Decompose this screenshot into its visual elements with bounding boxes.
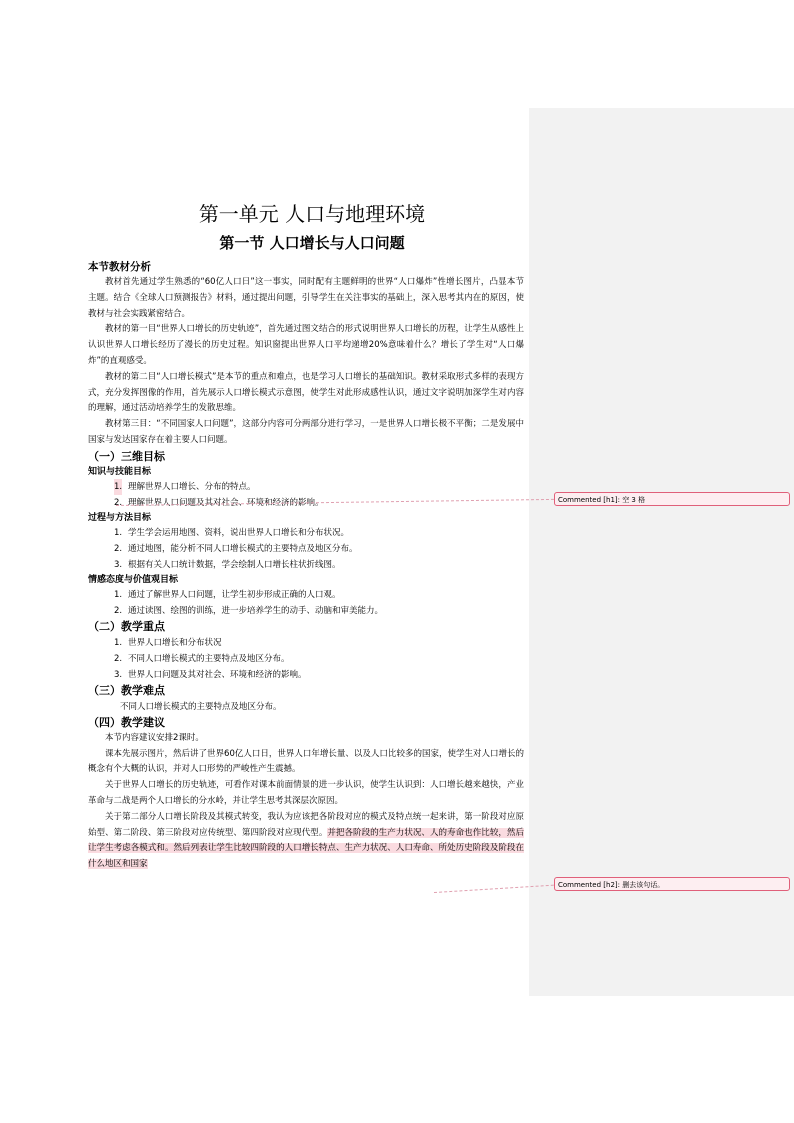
analysis-paragraph: 教材的第一目“世界人口增长的历史轨迹”，首先通过图文结合的形式说明世界人口增长的历程，让学生从感性上认识世界人口增长经历了漫长的历史过程。知识窗提出世界人口平均递增20%意味着什么？增长了学生对“人口爆炸”的直观感受。 — [88, 324, 524, 366]
suggestion-paragraph: 关于第二部分人口增长阶段及其模式转变，我认为应该把各阶段对应的模式及特点统一起来讲，第一阶段对应原始型、第二阶段、第三阶段对应传统型、第四阶段对应现代型。并把各阶段的生产力状况、人的寿命也作比较，然后让学生考虑各模式和。然后列表让学生比较四阶段的人口增长特点、生产力状况、人口寿命、所处历史阶段及阶段在什么地区和国家 — [88, 811, 524, 870]
list-item: 3. 根据有关人口统计数据，学会绘制人口增长柱状折线图。 — [114, 559, 341, 570]
commented-text[interactable]: 并把各阶段的生产力状况、人的寿命也作比较，然后让学生考虑各模式和。 — [88, 827, 524, 854]
suggestion-paragraph: 课本先展示图片，然后讲了世界60亿人口日，世界人口年增长量、以及人口比较多的国家，使学生对人口增长的概念有个大概的认识，并对人口形势的严峻性产生震撼。 — [88, 748, 524, 775]
list-item: 2. 通过地图，能分析不同人口增长模式的主要特点及地区分布。 — [114, 543, 358, 554]
emotion-goals-heading: 情感态度与价值观目标 — [88, 574, 179, 585]
analysis-heading: 本节教材分析 — [88, 261, 151, 273]
list-item: 3. 世界人口问题及其对社会、环境和经济的影响。 — [114, 669, 307, 680]
list-item: 2. 理解世界人口问题及其对社会、环境和经济的影响。 — [114, 497, 324, 508]
analysis-paragraph: 教材首先通过学生熟悉的“60亿人口日”这一事实，同时配有主题鲜明的世界“人口爆炸”性增长图片，凸显本节主题。结合《全球人口预测报告》材料，通过提出问题，引导学生在关注事实的基础上，深入思考其内在的原因，使教材与社会实践紧密结合。 — [88, 277, 524, 319]
analysis-paragraph: 教材的第二目“人口增长模式”是本节的重点和难点，也是学习人口增长的基础知识。教材采取形式多样的表现方式，充分发挥图像的作用，首先展示人口增长模式示意图，使学生对此形成感性认识，通过文字说明加深学生对内容的理解，通过活动培养学生的发散思维。 — [88, 371, 524, 414]
document-body — [88, 200, 524, 873]
knowledge-goals-heading: 知识与技能目标 — [88, 466, 152, 477]
list-item: 2. 不同人口增长模式的主要特点及地区分布。 — [114, 653, 290, 664]
goals-heading: （一）三维目标 — [88, 449, 165, 463]
comment-balloon[interactable]: Commented [h1]: 空 3 格 — [554, 492, 790, 506]
comment-pane — [529, 108, 794, 996]
suggestions-heading: （四）教学建议 — [88, 715, 165, 729]
suggestion-paragraph: 关于世界人口增长的历史轨迹，可看作对课本前面情景的进一步认识，使学生认识到：人口增长越来越快，产业革命与二战是两个人口增长的分水岭，并让学生思考其深层次原因。 — [88, 780, 524, 806]
process-goals-heading: 过程与方法目标 — [88, 512, 152, 523]
difficulty-heading: （三）教学难点 — [88, 683, 165, 697]
key-points-heading: （二）教学重点 — [88, 619, 165, 633]
page-title: 第一单元 人口与地理环境 — [198, 202, 426, 226]
list-item: 2. 通过读图、绘图的训练，进一步培养学生的动手、动脑和审美能力。 — [114, 605, 384, 616]
list-item: 1. 理解世界人口增长、分布的特点。 — [88, 479, 524, 495]
list-item: 1. 世界人口增长和分布状况 — [114, 637, 222, 648]
list-item: 1. 通过了解世界人口问题，让学生初步形成正确的人口观。 — [114, 589, 341, 600]
section-title: 第一节 人口增长与人口问题 — [219, 234, 405, 252]
list-item: 1. 学生学会运用地图、资料，说出世界人口增长和分布状况。 — [114, 527, 350, 538]
analysis-paragraph: 教材第三目：“不同国家人口问题”，这部分内容可分两部分进行学习，一是世界人口增长极不平衡；二是发展中国家与发达国家存在着主要人口问题。 — [88, 419, 524, 445]
suggestion-paragraph: 本节内容建议安排2课时。 — [105, 732, 204, 743]
comment-balloon[interactable]: Commented [h2]: 删去该句话。 — [554, 877, 790, 891]
difficulty-text: 不同人口增长模式的主要特点及地区分布。 — [120, 701, 282, 712]
